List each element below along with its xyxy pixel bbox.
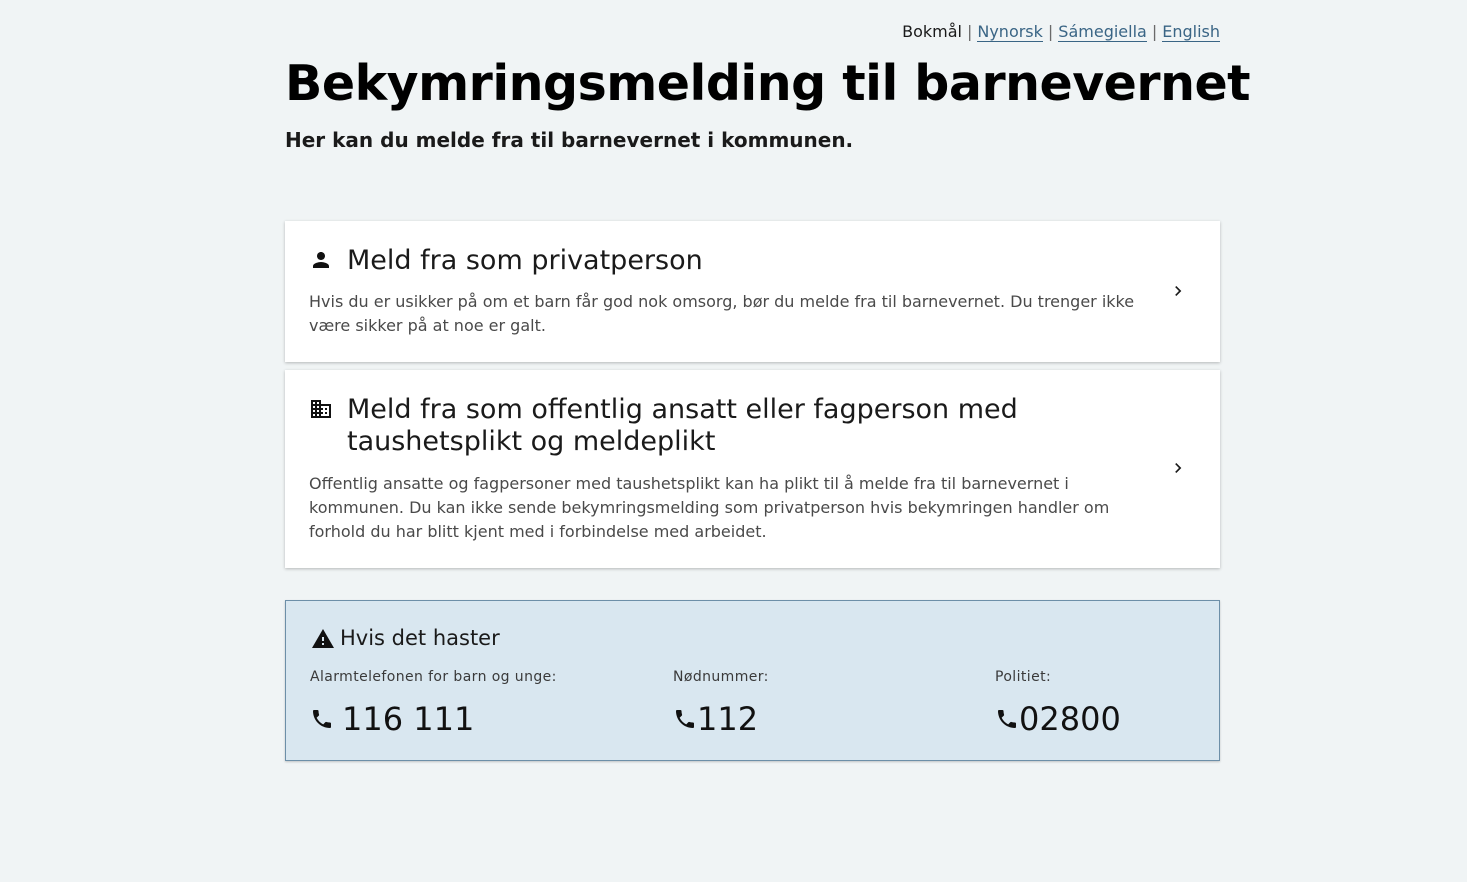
page-title: Bekymringsmelding til barnevernet: [285, 55, 1251, 112]
phone-number: 02800: [1019, 700, 1121, 738]
language-current: Bokmål: [902, 22, 962, 41]
phone-link[interactable]: [673, 699, 769, 739]
chevron-right-icon: [1168, 281, 1188, 301]
language-link-nynorsk[interactable]: Nynorsk: [977, 22, 1043, 41]
card-title: Meld fra som offentlig ansatt eller fagperson med taushetsplikt og meldeplikt: [347, 394, 1018, 457]
card-description: Hvis du er usikker på om et barn får god nok omsorg, bør du melde fra til barnevernet. Du trenger ikke være sikker på at noe er galt.: [309, 292, 1135, 335]
phone-label: Nødnummer:: [673, 669, 769, 685]
phone-icon: [995, 707, 1019, 731]
chevron-right-icon: [1168, 458, 1188, 478]
report-private-card[interactable]: [285, 221, 1220, 362]
phone-label: Politiet:: [995, 669, 1052, 685]
phone-emergency: [673, 667, 769, 739]
card-title: Meld fra som privatperson: [347, 245, 703, 276]
language-separator: |: [1151, 22, 1158, 41]
report-professional-card[interactable]: [285, 370, 1220, 568]
building-icon: [309, 397, 333, 421]
urgent-contact-panel: [285, 600, 1220, 761]
urgent-title: Hvis det haster: [340, 626, 500, 650]
phone-number: 116 111: [342, 700, 475, 738]
phone-link[interactable]: [310, 699, 557, 739]
phone-icon: [310, 707, 334, 731]
language-link-english[interactable]: English: [1162, 22, 1220, 41]
phone-police: [995, 667, 1121, 739]
phone-alarm: [310, 667, 557, 739]
person-icon: [309, 248, 333, 272]
card-description: Offentlig ansatte og fagpersoner med taushetsplikt kan ha plikt til å melde fra til barnevernet i kommunen. Du kan ikke sende bekymringsmelding som privatperson hvis bekymringen handler om forhold du har blitt kjent med i forbindelse med arbeidet.: [309, 474, 1110, 541]
phone-icon: [673, 707, 697, 731]
phone-link[interactable]: [995, 699, 1121, 739]
language-separator: |: [966, 22, 973, 41]
language-selector: [902, 20, 1220, 44]
phone-number: 112: [697, 700, 759, 738]
page-subtitle: Her kan du melde fra til barnevernet i kommunen.: [285, 128, 854, 152]
language-link-samegiella[interactable]: Sámegiella: [1058, 22, 1147, 41]
phone-label: Alarmtelefonen for barn og unge:: [310, 669, 557, 685]
language-separator: |: [1047, 22, 1054, 41]
warning-icon: [311, 627, 335, 651]
